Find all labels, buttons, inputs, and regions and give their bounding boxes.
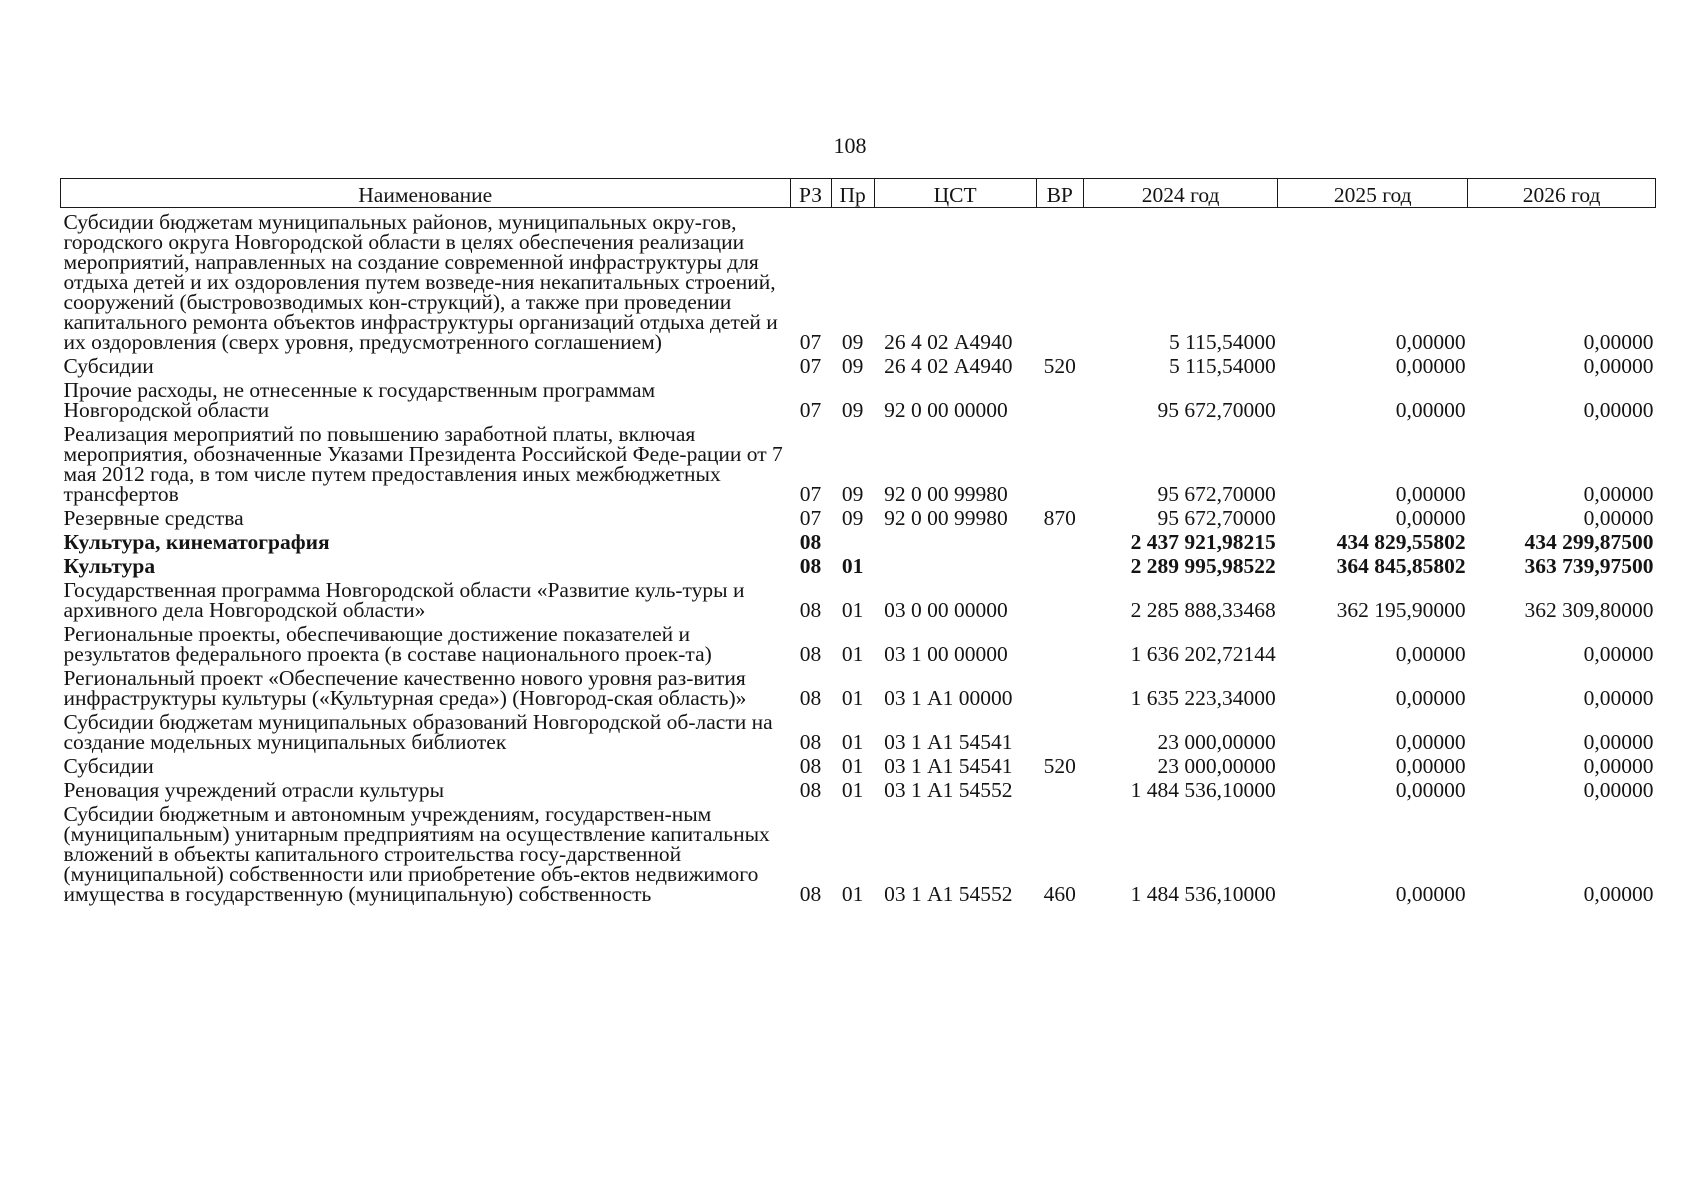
- row-value-2025: 0,00000: [1395, 754, 1466, 778]
- row-value-2026: 0,00000: [1583, 730, 1654, 754]
- table-row: [61, 620, 1656, 664]
- row-value-2024: 5 115,54000: [1169, 330, 1276, 354]
- row-value-2025: 0,00000: [1395, 354, 1466, 378]
- row-vr: [1036, 776, 1083, 800]
- page-number: 108: [833, 133, 867, 158]
- table-row: [61, 504, 1656, 528]
- row-vr: [1036, 420, 1083, 504]
- row-value-2025: 362 195,90000: [1336, 598, 1466, 622]
- column-header-2024: 2024 год: [1083, 179, 1277, 208]
- row-vr: [1036, 552, 1083, 576]
- row-rz: 08: [799, 554, 822, 578]
- row-name: Региональные проекты, обеспечивающие достижение показателей и результатов федерального проекта (в составе национального проек-та): [63, 622, 712, 666]
- table-row: [61, 576, 1656, 620]
- row-value-2024: 1 636 202,72144: [1130, 642, 1276, 666]
- column-header-cst: ЦСТ: [874, 179, 1036, 208]
- row-rz: 07: [799, 354, 822, 378]
- row-value-2026: 0,00000: [1583, 778, 1654, 802]
- row-value-2025: 434 829,55802: [1336, 530, 1466, 554]
- row-vr: [1036, 620, 1083, 664]
- row-pr: 01: [841, 554, 864, 578]
- row-name: Культура, кинематография: [63, 530, 330, 554]
- row-cst: 03 1 00 00000: [884, 642, 1008, 666]
- row-value-2024: 5 115,54000: [1169, 354, 1276, 378]
- table-row: [61, 708, 1656, 752]
- row-value-2025: 0,00000: [1395, 482, 1466, 506]
- row-pr: 09: [841, 482, 864, 506]
- row-name: Реализация мероприятий по повышению заработной платы, включая мероприятия, обозначенные Указами Президента Российской Феде-рации от 7 мая 2012 года, в том числе путем предоставления иных межбюджетных трансфертов: [63, 422, 783, 506]
- row-value-2026: 0,00000: [1583, 398, 1654, 422]
- row-value-2025: 0,00000: [1395, 730, 1466, 754]
- row-value-2025: 0,00000: [1395, 642, 1466, 666]
- row-value-2024: 2 285 888,33468: [1130, 598, 1276, 622]
- row-cst: 03 1 А1 00000: [884, 686, 1013, 710]
- row-pr: 01: [841, 778, 864, 802]
- column-header-2025: 2025 год: [1278, 179, 1468, 208]
- row-vr: 460: [1043, 882, 1076, 906]
- table-row: [61, 420, 1656, 504]
- row-cst: 92 0 00 99980: [884, 482, 1008, 506]
- row-vr: [1036, 576, 1083, 620]
- row-vr: 520: [1043, 354, 1076, 378]
- column-header-pr: Пр: [831, 179, 874, 208]
- row-cst: 92 0 00 00000: [884, 398, 1008, 422]
- row-rz: 08: [799, 730, 822, 754]
- row-value-2024: 2 437 921,98215: [1130, 530, 1276, 554]
- row-pr: 01: [841, 598, 864, 622]
- row-value-2026: 434 299,87500: [1524, 530, 1654, 554]
- row-pr: 01: [841, 730, 864, 754]
- table-body: [61, 208, 1656, 905]
- row-value-2026: 0,00000: [1583, 506, 1654, 530]
- column-header-vr: ВР: [1036, 179, 1083, 208]
- row-value-2025: 0,00000: [1395, 686, 1466, 710]
- row-cst: 92 0 00 99980: [884, 506, 1008, 530]
- row-pr: 01: [841, 642, 864, 666]
- row-rz: 08: [799, 754, 822, 778]
- row-rz: 08: [799, 686, 822, 710]
- row-value-2024: 1 484 536,10000: [1130, 882, 1276, 906]
- row-cst: 03 1 А1 54552: [884, 882, 1013, 906]
- row-rz: 07: [799, 506, 822, 530]
- row-value-2025: 0,00000: [1395, 506, 1466, 530]
- row-value-2026: 0,00000: [1583, 686, 1654, 710]
- row-name: Культура: [63, 554, 156, 578]
- row-value-2026: 0,00000: [1583, 482, 1654, 506]
- table-row: [61, 528, 1656, 552]
- row-rz: 08: [799, 530, 822, 554]
- row-vr: 520: [1043, 754, 1076, 778]
- row-value-2026: 362 309,80000: [1524, 598, 1654, 622]
- row-cst: 03 1 А1 54552: [884, 778, 1013, 802]
- table-header: [61, 179, 1656, 208]
- row-cst: [874, 552, 1036, 576]
- row-rz: 08: [799, 598, 822, 622]
- row-vr: [1036, 708, 1083, 752]
- row-value-2024: 23 000,00000: [1157, 730, 1276, 754]
- row-name: Резервные средства: [63, 506, 244, 530]
- row-value-2025: 0,00000: [1395, 330, 1466, 354]
- row-value-2024: 1 484 536,10000: [1130, 778, 1276, 802]
- column-header-rz: РЗ: [790, 179, 831, 208]
- column-header-name: Наименование: [61, 179, 791, 208]
- row-vr: [1036, 528, 1083, 552]
- row-vr: 870: [1043, 506, 1076, 530]
- row-value-2026: 0,00000: [1583, 330, 1654, 354]
- row-pr: 09: [841, 506, 864, 530]
- row-name: Субсидии: [63, 354, 154, 378]
- column-header-2026: 2026 год: [1468, 179, 1656, 208]
- row-value-2024: 95 672,70000: [1157, 398, 1276, 422]
- row-name: Субсидии бюджетным и автономным учреждениям, государствен-ным (муниципальным) унитарным предприятиям на осуществление капитальных вложений в объекты капитального строительства госу-дарственной (муниципальной) собственности или приобретение объ-ектов недвижимого имущества в государственную (муниципальную) собственность: [63, 802, 770, 906]
- row-cst: 26 4 02 А4940: [884, 354, 1013, 378]
- row-value-2025: 0,00000: [1395, 882, 1466, 906]
- table-row: [61, 776, 1656, 800]
- row-value-2025: 364 845,85802: [1336, 554, 1466, 578]
- row-rz: 07: [799, 330, 822, 354]
- row-rz: 07: [799, 482, 822, 506]
- row-pr: 01: [841, 882, 864, 906]
- row-value-2026: 0,00000: [1583, 754, 1654, 778]
- table-row: [61, 552, 1656, 576]
- row-value-2024: 1 635 223,34000: [1130, 686, 1276, 710]
- row-rz: 08: [799, 642, 822, 666]
- row-pr: 01: [841, 754, 864, 778]
- row-name: Государственная программа Новгородской области «Развитие куль-туры и архивного дела Новгородской области»: [63, 578, 745, 622]
- budget-table: [60, 178, 1656, 904]
- row-value-2025: 0,00000: [1395, 778, 1466, 802]
- row-rz: 07: [799, 398, 822, 422]
- row-cst: 03 1 А1 54541: [884, 754, 1013, 778]
- row-value-2024: 95 672,70000: [1157, 482, 1276, 506]
- row-rz: 08: [799, 778, 822, 802]
- row-value-2026: 0,00000: [1583, 354, 1654, 378]
- row-value-2024: 2 289 995,98522: [1130, 554, 1276, 578]
- row-cst: [874, 528, 1036, 552]
- row-name: Субсидии: [63, 754, 154, 778]
- row-pr: 09: [841, 398, 864, 422]
- row-value-2026: 363 739,97500: [1524, 554, 1654, 578]
- row-cst: 26 4 02 А4940: [884, 330, 1013, 354]
- row-pr: [831, 528, 874, 552]
- row-value-2025: 0,00000: [1395, 398, 1466, 422]
- row-cst: 03 0 00 00000: [884, 598, 1008, 622]
- row-value-2024: 23 000,00000: [1157, 754, 1276, 778]
- row-vr: [1036, 664, 1083, 708]
- row-vr: [1036, 208, 1083, 353]
- row-name: Субсидии бюджетам муниципальных образований Новгородской об-ласти на создание модельных муниципальных библиотек: [63, 710, 773, 754]
- row-rz: 08: [799, 882, 822, 906]
- row-value-2024: 95 672,70000: [1157, 506, 1276, 530]
- row-pr: 01: [841, 686, 864, 710]
- row-pr: 09: [841, 330, 864, 354]
- row-name: Региональный проект «Обеспечение качественно нового уровня раз-вития инфраструктуры культуры («Культурная среда») (Новгород-ская область)»: [63, 666, 747, 710]
- table-row: [61, 664, 1656, 708]
- row-value-2026: 0,00000: [1583, 882, 1654, 906]
- row-cst: 03 1 А1 54541: [884, 730, 1013, 754]
- row-pr: 09: [841, 354, 864, 378]
- table-row: [61, 352, 1656, 376]
- row-value-2026: 0,00000: [1583, 642, 1654, 666]
- row-name: Субсидии бюджетам муниципальных районов, муниципальных окру-гов, городского округа Новгородской области в целях обеспечения реализации мероприятий, направленных на создание современной инфраструктуры для отдыха детей и их оздоровления путем возведе-ния некапитальных строений, сооружений (быстровозводимых кон-струкций), а также при проведении капитального ремонта объектов инфраструктуры организаций отдыха детей и их оздоровления (сверх уровня, предусмотренного соглашением): [63, 210, 778, 354]
- table-row: [61, 800, 1656, 904]
- row-name: Реновация учреждений отрасли культуры: [63, 778, 445, 802]
- table-row: [61, 752, 1656, 776]
- row-vr: [1036, 376, 1083, 420]
- table-row: [61, 376, 1656, 420]
- table-row: [61, 208, 1656, 353]
- row-name: Прочие расходы, не отнесенные к государственным программам Новгородской области: [63, 378, 656, 422]
